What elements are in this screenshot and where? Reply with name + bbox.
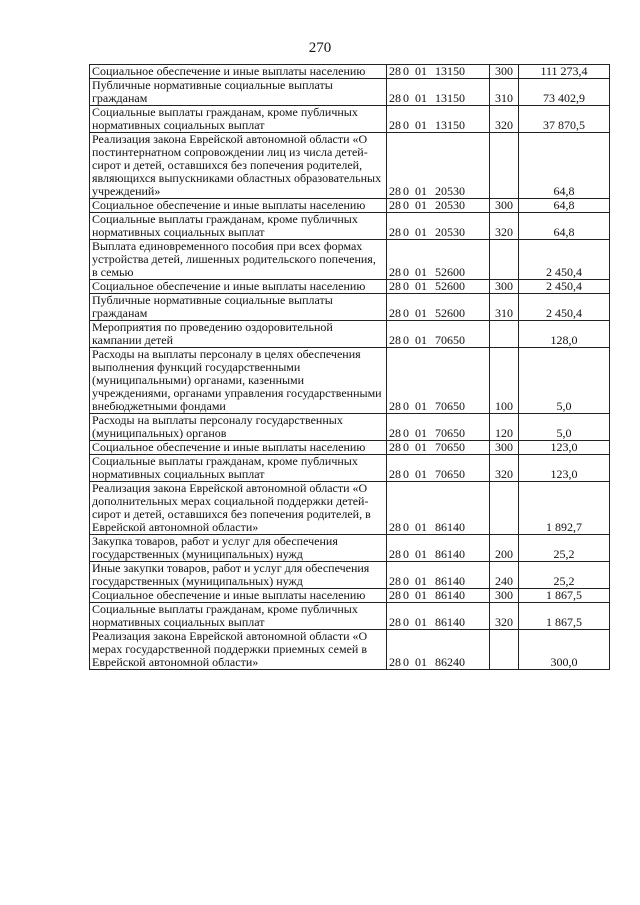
code-part-direction: 70650 (435, 333, 465, 347)
expense-type-code: 320 (490, 213, 519, 240)
target-article-code-cell (387, 106, 490, 133)
table-row (90, 348, 610, 414)
table-row (90, 106, 610, 133)
code-part-main-event: 01 (415, 574, 427, 588)
amount-cell: 300,0 (519, 630, 610, 670)
table-row (90, 240, 610, 280)
expense-type-code: 320 (490, 106, 519, 133)
expense-type-code (490, 240, 519, 280)
code-part-main-event: 01 (415, 333, 427, 347)
target-article-code-cell (387, 65, 490, 79)
code-part-program: 28 (389, 467, 401, 481)
target-article-code-cell (387, 535, 490, 562)
expense-type-code: 240 (490, 562, 519, 589)
expense-name-cell (90, 280, 387, 294)
code-part-subprogram: 0 (403, 426, 409, 440)
expense-name: Реализация закона Еврейской автономной области «О дополнительных мерах социальной поддержки детей-сирот и детей, оставшихся без попечения родителей, в Еврейской автономной области» (92, 481, 371, 534)
expense-name: Социальное обеспечение и иные выплаты населению (92, 588, 366, 602)
amount-cell: 37 870,5 (519, 106, 610, 133)
code-part-direction: 86240 (435, 655, 465, 669)
code-part-subprogram: 0 (403, 333, 409, 347)
code-part-program: 28 (389, 399, 401, 413)
amount-cell: 1 867,5 (519, 589, 610, 603)
expense-name: Закупка товаров, работ и услуг для обеспечения государственных (муниципальных) нужд (92, 534, 338, 561)
target-article-code-cell (387, 294, 490, 321)
target-article-code-cell (387, 280, 490, 294)
target-article-code-cell (387, 630, 490, 670)
expense-type-code: 300 (490, 199, 519, 213)
code-part-subprogram: 0 (403, 118, 409, 132)
table-row (90, 562, 610, 589)
code-part-direction: 20530 (435, 225, 465, 239)
table-row (90, 321, 610, 348)
code-part-main-event: 01 (415, 279, 427, 293)
amount-cell: 73 402,9 (519, 79, 610, 106)
amount-cell: 123,0 (519, 441, 610, 455)
expense-type-code: 200 (490, 535, 519, 562)
code-part-main-event: 01 (415, 467, 427, 481)
target-article-code-cell (387, 133, 490, 199)
amount-cell: 64,8 (519, 133, 610, 199)
amount-cell: 25,2 (519, 562, 610, 589)
table-row (90, 482, 610, 535)
expense-name-cell (90, 441, 387, 455)
code-part-main-event: 01 (415, 588, 427, 602)
code-part-direction: 70650 (435, 467, 465, 481)
amount-cell: 5,0 (519, 414, 610, 441)
code-part-subprogram: 0 (403, 615, 409, 629)
amount-cell: 111 273,4 (519, 65, 610, 79)
code-part-direction: 86140 (435, 520, 465, 534)
target-article-code-cell (387, 414, 490, 441)
expense-type-code: 310 (490, 79, 519, 106)
table-row (90, 280, 610, 294)
amount-cell: 1 892,7 (519, 482, 610, 535)
code-part-direction: 86140 (435, 547, 465, 561)
code-part-main-event: 01 (415, 655, 427, 669)
expense-name-cell (90, 106, 387, 133)
code-part-direction: 52600 (435, 306, 465, 320)
expense-type-code: 300 (490, 441, 519, 455)
amount-cell: 128,0 (519, 321, 610, 348)
code-part-direction: 13150 (435, 91, 465, 105)
code-part-direction: 86140 (435, 574, 465, 588)
code-part-program: 28 (389, 265, 401, 279)
target-article-code-cell (387, 199, 490, 213)
code-part-main-event: 01 (415, 440, 427, 454)
code-part-program: 28 (389, 520, 401, 534)
expense-name-cell (90, 535, 387, 562)
expense-name: Реализация закона Еврейской автономной области «О мерах государственной поддержки приемных семей в Еврейской автономной области» (92, 629, 368, 669)
expense-name: Социальное обеспечение и иные выплаты населению (92, 440, 366, 454)
code-part-main-event: 01 (415, 225, 427, 239)
expense-name-cell (90, 213, 387, 240)
expense-type-code (490, 321, 519, 348)
table-row (90, 589, 610, 603)
code-part-program: 28 (389, 333, 401, 347)
amount-cell: 2 450,4 (519, 280, 610, 294)
target-article-code-cell (387, 603, 490, 630)
target-article-code-cell (387, 213, 490, 240)
amount-cell: 25,2 (519, 535, 610, 562)
code-part-program: 28 (389, 615, 401, 629)
expense-type-code (490, 482, 519, 535)
table-row (90, 294, 610, 321)
code-part-subprogram: 0 (403, 279, 409, 293)
code-part-subprogram: 0 (403, 467, 409, 481)
code-part-program: 28 (389, 91, 401, 105)
expense-type-code (490, 630, 519, 670)
expense-name: Мероприятия по проведению оздоровительной кампании детей (92, 320, 333, 347)
expense-name-cell (90, 414, 387, 441)
code-part-main-event: 01 (415, 306, 427, 320)
code-part-main-event: 01 (415, 118, 427, 132)
code-part-subprogram: 0 (403, 440, 409, 454)
expense-name-cell (90, 630, 387, 670)
table-row (90, 79, 610, 106)
target-article-code-cell (387, 321, 490, 348)
expense-type-code: 300 (490, 65, 519, 79)
code-part-main-event: 01 (415, 184, 427, 198)
target-article-code-cell (387, 240, 490, 280)
code-part-direction: 70650 (435, 426, 465, 440)
expense-name: Социальные выплаты гражданам, кроме публичных нормативных социальных выплат (92, 602, 358, 629)
expense-name: Социальное обеспечение и иные выплаты населению (92, 198, 366, 212)
expense-type-code (490, 133, 519, 199)
expense-name-cell (90, 562, 387, 589)
code-part-program: 28 (389, 64, 401, 78)
amount-cell: 5,0 (519, 348, 610, 414)
code-part-main-event: 01 (415, 64, 427, 78)
target-article-code-cell (387, 348, 490, 414)
expense-name: Социальные выплаты гражданам, кроме публичных нормативных социальных выплат (92, 212, 358, 239)
code-part-main-event: 01 (415, 198, 427, 212)
code-part-subprogram: 0 (403, 265, 409, 279)
code-part-program: 28 (389, 118, 401, 132)
code-part-program: 28 (389, 198, 401, 212)
table-row (90, 213, 610, 240)
table-row (90, 535, 610, 562)
code-part-direction: 13150 (435, 64, 465, 78)
code-part-subprogram: 0 (403, 547, 409, 561)
expense-name-cell (90, 589, 387, 603)
code-part-program: 28 (389, 306, 401, 320)
code-part-program: 28 (389, 547, 401, 561)
amount-cell: 2 450,4 (519, 240, 610, 280)
expense-name: Публичные нормативные социальные выплаты гражданам (92, 78, 333, 105)
code-part-direction: 20530 (435, 184, 465, 198)
code-part-subprogram: 0 (403, 184, 409, 198)
budget-table (89, 64, 610, 670)
amount-cell: 123,0 (519, 455, 610, 482)
code-part-subprogram: 0 (403, 198, 409, 212)
table-row (90, 630, 610, 670)
expense-name: Социальное обеспечение и иные выплаты населению (92, 279, 366, 293)
code-part-subprogram: 0 (403, 306, 409, 320)
code-part-subprogram: 0 (403, 588, 409, 602)
code-part-program: 28 (389, 574, 401, 588)
code-part-main-event: 01 (415, 265, 427, 279)
expense-name: Социальные выплаты гражданам, кроме публичных нормативных социальных выплат (92, 454, 358, 481)
code-part-subprogram: 0 (403, 64, 409, 78)
target-article-code-cell (387, 441, 490, 455)
expense-name: Социальные выплаты гражданам, кроме публичных нормативных социальных выплат (92, 105, 358, 132)
code-part-subprogram: 0 (403, 91, 409, 105)
table-row (90, 65, 610, 79)
code-part-program: 28 (389, 440, 401, 454)
code-part-subprogram: 0 (403, 574, 409, 588)
code-part-main-event: 01 (415, 547, 427, 561)
code-part-program: 28 (389, 588, 401, 602)
expense-name-cell (90, 240, 387, 280)
expense-name: Публичные нормативные социальные выплаты гражданам (92, 293, 333, 320)
code-part-program: 28 (389, 655, 401, 669)
code-part-direction: 20530 (435, 198, 465, 212)
code-part-main-event: 01 (415, 520, 427, 534)
expense-name: Реализация закона Еврейской автономной области «О постинтернатном сопровождении лиц из числа детей-сирот и детей, оставшихся без попечения родителей, являющихся выпускниками областных образовательных учреждений» (92, 132, 382, 198)
amount-cell: 2 450,4 (519, 294, 610, 321)
code-part-direction: 86140 (435, 588, 465, 602)
code-part-direction: 86140 (435, 615, 465, 629)
code-part-direction: 13150 (435, 118, 465, 132)
expense-name: Выплата единовременного пособия при всех формах устройства детей, лишенных родительского попечения, в семью (92, 239, 376, 279)
expense-name: Социальное обеспечение и иные выплаты населению (92, 64, 366, 78)
expense-type-code: 320 (490, 455, 519, 482)
expense-name-cell (90, 321, 387, 348)
table-row (90, 455, 610, 482)
table-row (90, 133, 610, 199)
code-part-main-event: 01 (415, 399, 427, 413)
code-part-direction: 70650 (435, 399, 465, 413)
code-part-direction: 52600 (435, 265, 465, 279)
code-part-direction: 52600 (435, 279, 465, 293)
amount-cell: 1 867,5 (519, 603, 610, 630)
code-part-subprogram: 0 (403, 225, 409, 239)
expense-name: Расходы на выплаты персоналу в целях обеспечения выполнения функций государственными (муниципальными) органами, казенными учреждениями, органами управления государственными внебюджетными фондами (92, 347, 382, 413)
page-number: 270 (308, 40, 332, 56)
code-part-program: 28 (389, 279, 401, 293)
expense-name: Иные закупки товаров, работ и услуг для обеспечения государственных (муниципальных) нужд (92, 561, 370, 588)
code-part-program: 28 (389, 426, 401, 440)
expense-name-cell (90, 348, 387, 414)
expense-type-code: 310 (490, 294, 519, 321)
code-part-subprogram: 0 (403, 520, 409, 534)
expense-name-cell (90, 603, 387, 630)
table-row (90, 603, 610, 630)
budget-table-body (90, 65, 610, 670)
target-article-code-cell (387, 455, 490, 482)
expense-name-cell (90, 65, 387, 79)
expense-name-cell (90, 79, 387, 106)
expense-name-cell (90, 455, 387, 482)
code-part-program: 28 (389, 225, 401, 239)
expense-type-code: 320 (490, 603, 519, 630)
table-row (90, 414, 610, 441)
amount-cell: 64,8 (519, 213, 610, 240)
expense-name: Расходы на выплаты персоналу государственных (муниципальных) органов (92, 413, 343, 440)
expense-name-cell (90, 133, 387, 199)
expense-name-cell (90, 294, 387, 321)
code-part-main-event: 01 (415, 615, 427, 629)
target-article-code-cell (387, 562, 490, 589)
code-part-subprogram: 0 (403, 655, 409, 669)
code-part-subprogram: 0 (403, 399, 409, 413)
expense-type-code: 300 (490, 280, 519, 294)
code-part-main-event: 01 (415, 91, 427, 105)
amount-cell: 64,8 (519, 199, 610, 213)
expense-name-cell (90, 482, 387, 535)
code-part-main-event: 01 (415, 426, 427, 440)
target-article-code-cell (387, 482, 490, 535)
target-article-code-cell (387, 79, 490, 106)
code-part-program: 28 (389, 184, 401, 198)
code-part-direction: 70650 (435, 440, 465, 454)
table-row (90, 441, 610, 455)
expense-type-code: 120 (490, 414, 519, 441)
expense-type-code: 300 (490, 589, 519, 603)
expense-type-code: 100 (490, 348, 519, 414)
expense-name-cell (90, 199, 387, 213)
target-article-code-cell (387, 589, 490, 603)
table-row (90, 199, 610, 213)
